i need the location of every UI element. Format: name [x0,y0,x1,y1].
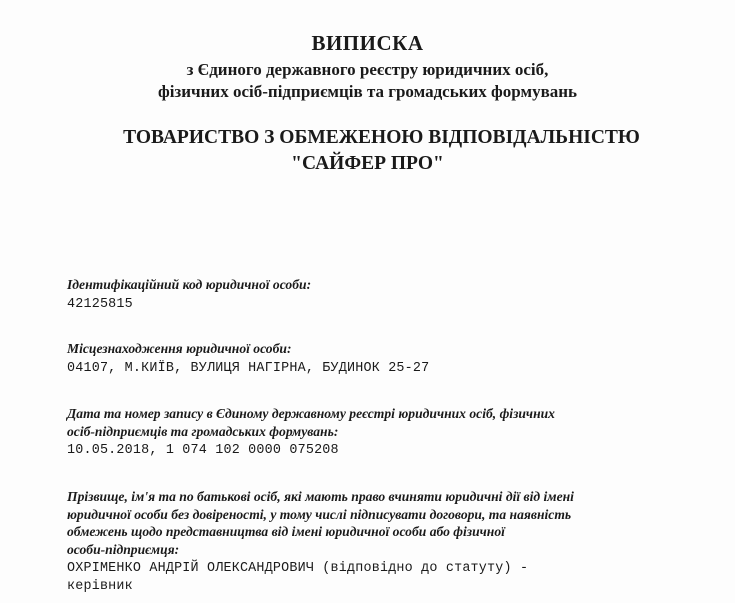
field-label: Місцезнаходження юридичної особи: [67,341,292,356]
field-label: юридичної особи без довіреності, у тому числі підписувати договори, та наявність [67,506,572,522]
field-label: Ідентифікаційний код юридичної особи: [67,277,312,292]
organization-name-line-1: ТОВАРИСТВО З ОБМЕЖЕНОЮ ВІДПОВІДАЛЬНІСТЮ [123,127,640,148]
field-identification-code [67,276,687,314]
field-value: 10.05.2018, 1 074 102 0000 075208 [67,443,339,458]
field-label: особи-підприємця: [67,541,180,557]
field-location [67,340,687,378]
field-label: Дата та номер запису в Єдиному державному реєстрі юридичних осіб, фізичних [67,406,555,421]
field-label: обмежень щодо представництва від імені юридичної особи або фізичної [67,524,505,539]
document-title: ВИПИСКА [311,31,424,55]
field-authorized-persons [67,488,687,596]
field-value: ОХРІМЕНКО АНДРІЙ ОЛЕКСАНДРОВИЧ (відповідно до статуту) - [67,561,529,576]
document-subtitle-line-2: фізичних осіб-підприємців та громадських формувань [157,82,578,101]
field-registration-record [67,405,687,460]
field-value: 04107, М.КИЇВ, ВУЛИЦЯ НАГІРНА, БУДИНОК 25-27 [67,360,430,376]
field-label: Прізвище, ім'я та по батькові осіб, які мають право вчиняти юридичні дії від імені [67,489,574,504]
document-subtitle-line-1: з Єдиного державного реєстру юридичних осіб, [186,60,549,79]
field-value: 42125815 [67,296,133,312]
field-value: керівник [67,579,133,594]
field-label: осіб-підприємців та громадських формувань: [67,423,339,439]
organization-name-line-2: "САЙФЕР ПРО" [291,153,444,174]
